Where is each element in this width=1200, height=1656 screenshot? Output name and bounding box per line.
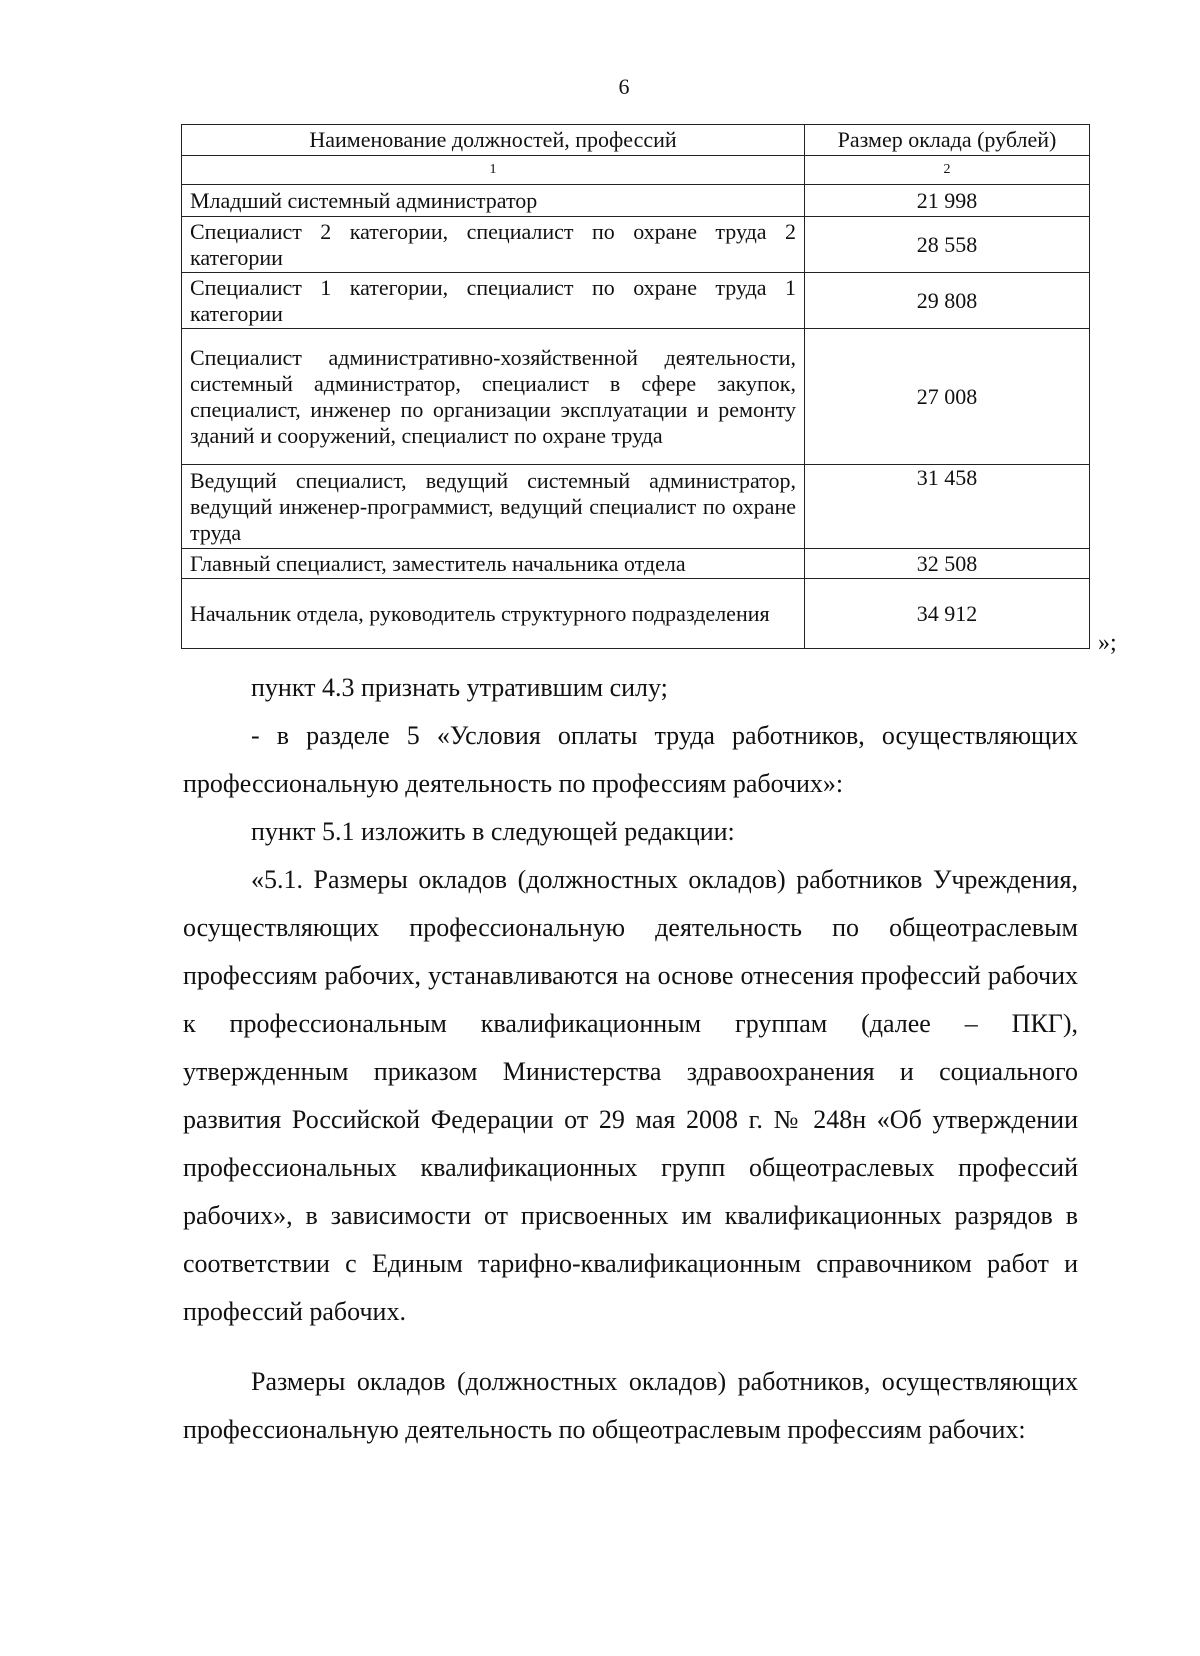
salary-value: 32 508	[805, 549, 1090, 579]
column-number: 1	[182, 156, 805, 185]
paragraph: «5.1. Размеры окладов (должностных окладов) работников Учреждения, осуществляющих профессиональную деятельность по общеотраслевым профессиям рабочих, устанавливаются на основе отнесения профессий рабочих к профессиональным квалификационным группам (далее – ПКГ), утвержденным приказом Министерства здравоохранения и социального развития Российской Федерации от 29 мая 2008 г. № 248н «Об утверждении профессиональных квалификационных групп общеотраслевых профессий рабочих», в зависимости от присвоенных им квалификационных разрядов в соответствии с Единым тарифно-квалификационным справочником работ и профессий рабочих.	[183, 865, 1078, 1326]
table-row	[182, 185, 1090, 217]
position-name: Ведущий специалист, ведущий системный администратор, ведущий инженер-программист, ведущий специалист по охране труда	[182, 465, 805, 549]
paragraph: Размеры окладов (должностных окладов) работников, осуществляющих профессиональную деятельность по общеотраслевым профессиям рабочих:	[183, 1367, 1078, 1444]
table-row	[182, 217, 1090, 273]
salary-table	[181, 124, 1090, 649]
position-name: Специалист 1 категории, специалист по охране труда 1 категории	[182, 273, 805, 329]
position-name: Младший системный администратор	[182, 185, 805, 217]
column-number: 2	[805, 156, 1090, 185]
table-row	[182, 273, 1090, 329]
table-row	[182, 465, 1090, 549]
table-header-row	[182, 125, 1090, 156]
salary-value: 34 912	[805, 579, 1090, 649]
paragraph: пункт 4.3 признать утратившим силу;	[251, 673, 668, 702]
position-name: Специалист 2 категории, специалист по охране труда 2 категории	[182, 217, 805, 273]
table-row	[182, 329, 1090, 465]
position-name: Главный специалист, заместитель начальника отдела	[182, 549, 805, 579]
table-row	[182, 579, 1090, 649]
salary-value: 21 998	[805, 185, 1090, 217]
table-row	[182, 549, 1090, 579]
closing-quote: »;	[1098, 630, 1117, 656]
header-salary: Размер оклада (рублей)	[805, 125, 1090, 156]
salary-value: 31 458	[805, 465, 1090, 549]
body-text	[183, 664, 1078, 1454]
paragraph: пункт 5.1 изложить в следующей редакции:	[251, 817, 735, 846]
paragraph: - в разделе 5 «Условия оплаты труда работников, осуществляющих профессиональную деятельность по профессиям рабочих»:	[183, 721, 1078, 798]
salary-value: 29 808	[805, 273, 1090, 329]
salary-value: 27 008	[805, 329, 1090, 465]
column-number-row	[182, 156, 1090, 185]
position-name: Начальник отдела, руководитель структурного подразделения	[182, 579, 805, 649]
position-name: Специалист административно-хозяйственной деятельности, системный администратор, специалист в сфере закупок, специалист, инженер по организации эксплуатации и ремонту зданий и сооружений, специалист по охране труда	[182, 329, 805, 465]
salary-value: 28 558	[805, 217, 1090, 273]
header-position-name: Наименование должностей, профессий	[182, 125, 805, 156]
page-number: 6	[618, 74, 630, 99]
